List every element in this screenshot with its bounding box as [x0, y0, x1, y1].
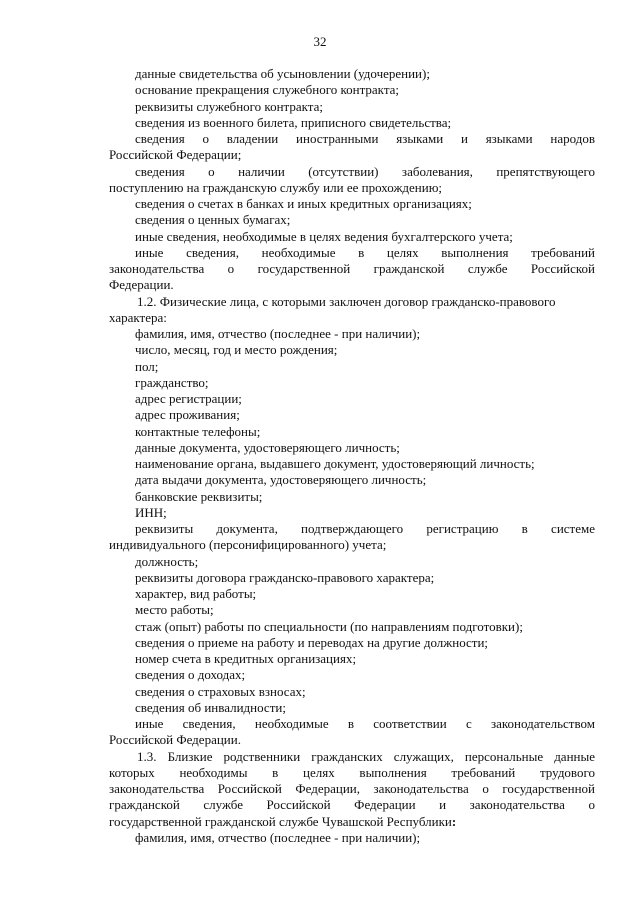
list-item-continuation: Российской Федерации. [109, 732, 241, 748]
list-item: сведения о ценных бумагах; [135, 212, 291, 228]
list-item: номер счета в кредитных организациях; [135, 651, 357, 666]
list-item: основание прекращения служебного контракта; [135, 82, 400, 98]
list-item-continuation: Федерации. [109, 277, 174, 293]
list-item: иные сведения, необходимые в соответствии с законодательством [135, 716, 595, 731]
list-item-continuation: Российской Федерации; [109, 147, 242, 163]
list-item: сведения об инвалидности; [135, 699, 286, 715]
list-item: дата выдачи документа, удостоверяющего личность; [135, 472, 427, 488]
list-item: ИНН; [135, 504, 167, 520]
list-item: адрес проживания; [135, 407, 240, 423]
list-item: число, месяц, год и место рождения; [135, 342, 338, 358]
list-item: банковские реквизиты; [135, 488, 263, 504]
list-item: контактные телефоны; [135, 423, 261, 439]
list-item: пол; [135, 358, 159, 374]
section-heading-text: государственной гражданской службе Чувашской Республики [109, 813, 452, 829]
list-item: должность; [135, 553, 199, 569]
section-heading-continuation: гражданской службе Российской Федерации и законодательства о [109, 797, 595, 813]
bold-colon: : [451, 813, 457, 829]
list-item: сведения из военного билета, приписного свидетельства; [135, 114, 452, 130]
list-item: данные свидетельства об усыновлении (удочерении); [135, 66, 430, 81]
section-heading-continuation: характера: [109, 309, 167, 325]
list-item-continuation: индивидуального (персонифицированного) учета; [109, 537, 387, 553]
list-item: сведения о наличии (отсутствии) заболевания, препятствующего [135, 163, 595, 179]
list-item: реквизиты договора гражданско-правового характера; [135, 569, 435, 585]
list-item: стаж (опыт) работы по специальности (по направлениям подготовки); [135, 618, 523, 634]
section-heading-continuation: которых необходимы в целях выполнения требований трудового [109, 764, 595, 780]
section-heading: 1.3. Близкие родственники гражданских служащих, персональные данные [137, 748, 595, 764]
list-item: сведения о счетах в банках и иных кредитных организациях; [135, 196, 472, 211]
section-heading-continuation [109, 814, 595, 830]
list-item: сведения о доходах; [135, 667, 246, 683]
list-item: фамилия, имя, отчество (последнее - при наличии); [135, 829, 421, 845]
list-item: реквизиты документа, подтверждающего регистрацию в системе [135, 521, 595, 536]
list-item: место работы; [135, 602, 214, 618]
list-item: гражданство; [135, 374, 209, 390]
list-item: характер, вид работы; [135, 586, 257, 601]
list-item: фамилия, имя, отчество (последнее - при наличии); [135, 326, 421, 341]
section-heading: 1.2. Физические лица, с которыми заключен договор гражданско-правового [137, 293, 556, 309]
list-item-continuation: поступлению на гражданскую службу или ее прохождению; [109, 179, 443, 195]
list-item: иные сведения, необходимые в целях ведения бухгалтерского учета; [135, 228, 513, 244]
list-item: наименование органа, выдавшего документ, удостоверяющий личность; [135, 456, 535, 471]
list-item: реквизиты служебного контракта; [135, 98, 324, 114]
list-item: сведения о владении иностранными языками и языками народов [135, 131, 595, 146]
page-number: 32 [313, 34, 327, 49]
list-item: сведения о страховых взносах; [135, 683, 306, 699]
list-item: адрес регистрации; [135, 391, 242, 406]
document-body [109, 66, 595, 846]
list-item: сведения о приеме на работу и переводах на другие должности; [135, 634, 489, 650]
section-heading-continuation: законодательства Российской Федерации, законодательства о государственной [109, 781, 595, 796]
list-item: иные сведения, необходимые в целях выполнения требований [135, 244, 595, 260]
list-item-continuation: законодательства о государственной гражданской службе Российской [109, 261, 595, 276]
list-item: данные документа, удостоверяющего личность; [135, 439, 400, 455]
